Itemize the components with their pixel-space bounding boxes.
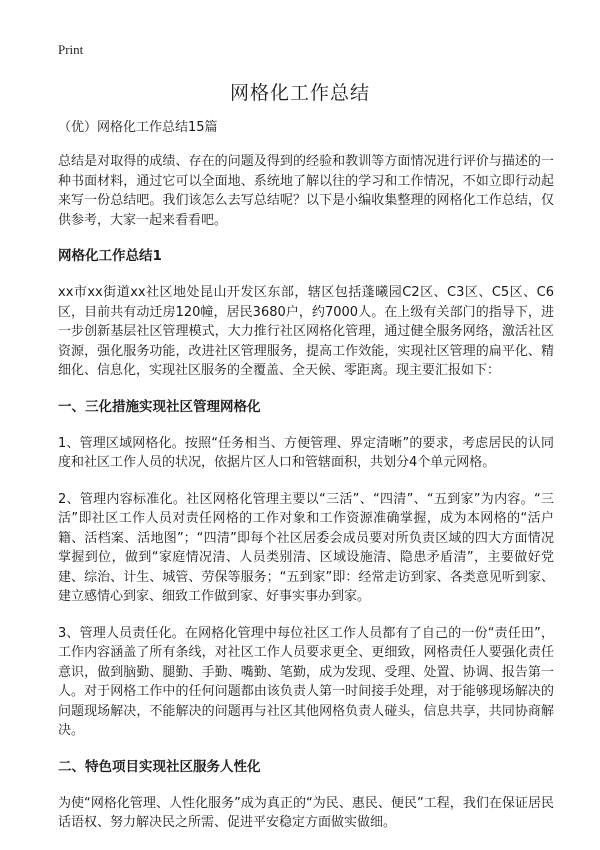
page-title: 网格化工作总结: [229, 82, 370, 104]
list-item-paragraph: 2、管理内容标准化。社区网格化管理主要以“三活”、“四清”、“五到家”为内容。“三活”即社区工作人员对责任网格的工作对象和工作资源准确掌握，成为本网格的“活户籍、活档案、活地图”；“四清”即每个社区居委会成员要对所负责区域的四大方面情况掌握到位，做到“家庭情况清、人员类别清、区域设施清、隐患矛盾清”，主要做好党建、综治、计生、城管、劳保等服务；“五到家”即：经常走访到家、各类意见听到家、建立感情心到家、细致工作做到家、好事实事办到家。: [58, 491, 554, 604]
document-subtitle: （优）网格化工作总结15篇: [58, 120, 218, 135]
intro-paragraph: 总结是对取得的成绩、存在的问题及得到的经验和教训等方面情况进行评价与描述的一种书面材料，通过它可以全面地、系统地了解以往的学习和工作情况，不如立即行动起来写一份总结吧。我们该怎么去写总结呢？以下是小编收集整理的网格化工作总结，仅供参考，大家一起来看看吧。: [58, 154, 554, 228]
section-paragraph: xx市xx街道xx社区地处昆山开发区东部，辖区包括蓬曦园C2区、C3区、C5区、C6区，目前共有动迁房120幢，居民3680户，约7000人。在上级有关部门的指导下，进一步创新基层社区管理模式，大力推行社区网格化管理，通过健全服务网络，激活社区资源，强化服务功能，改进社区管理服务，提高工作效能，实现社区管理的扁平化、精细化、信息化，实现社区服务的全覆盖、全天候、零距离。现主要汇报如下：: [58, 285, 554, 378]
print-link[interactable]: Print: [58, 42, 84, 57]
section-heading: 网格化工作总结1: [58, 248, 162, 264]
document-body: [58, 119, 554, 850]
part-heading: 一、三化措施实现社区管理网格化: [58, 398, 261, 415]
list-item-paragraph: 3、管理人员责任化。在网格化管理中每位社区工作人员都有了自己的一份“责任田”，工作内容涵盖了所有条线，对社区工作人员要求更全、更细致，网格责任人要强化责任意识，做到脑勤、腿勤、手勤、嘴勤、笔勤，成为发现、受理、处置、协调、报告第一人。对于网格工作中的任何问题都由该负责人第一时间接手处理，对于能够现场解决的问题现场解决，不能解决的问题再与社区其他网格负责人碰头，信息共享，共同协商解决。: [58, 625, 554, 738]
section-paragraph: 为使“网格化管理、人性化服务”成为真正的“为民、惠民、便民”工程，我们在保证居民话语权、努力解决民之所需、促进平安稳定方面做实做细。: [58, 795, 554, 830]
part-heading: 二、特色项目实现社区服务人性化: [58, 758, 261, 775]
list-item-paragraph: 1、管理区域网格化。按照“任务相当、方便管理、界定清晰”的要求，考虑居民的认同度和社区工作人员的状况，依据片区人口和管辖面积，共划分4个单元网格。: [58, 435, 554, 470]
